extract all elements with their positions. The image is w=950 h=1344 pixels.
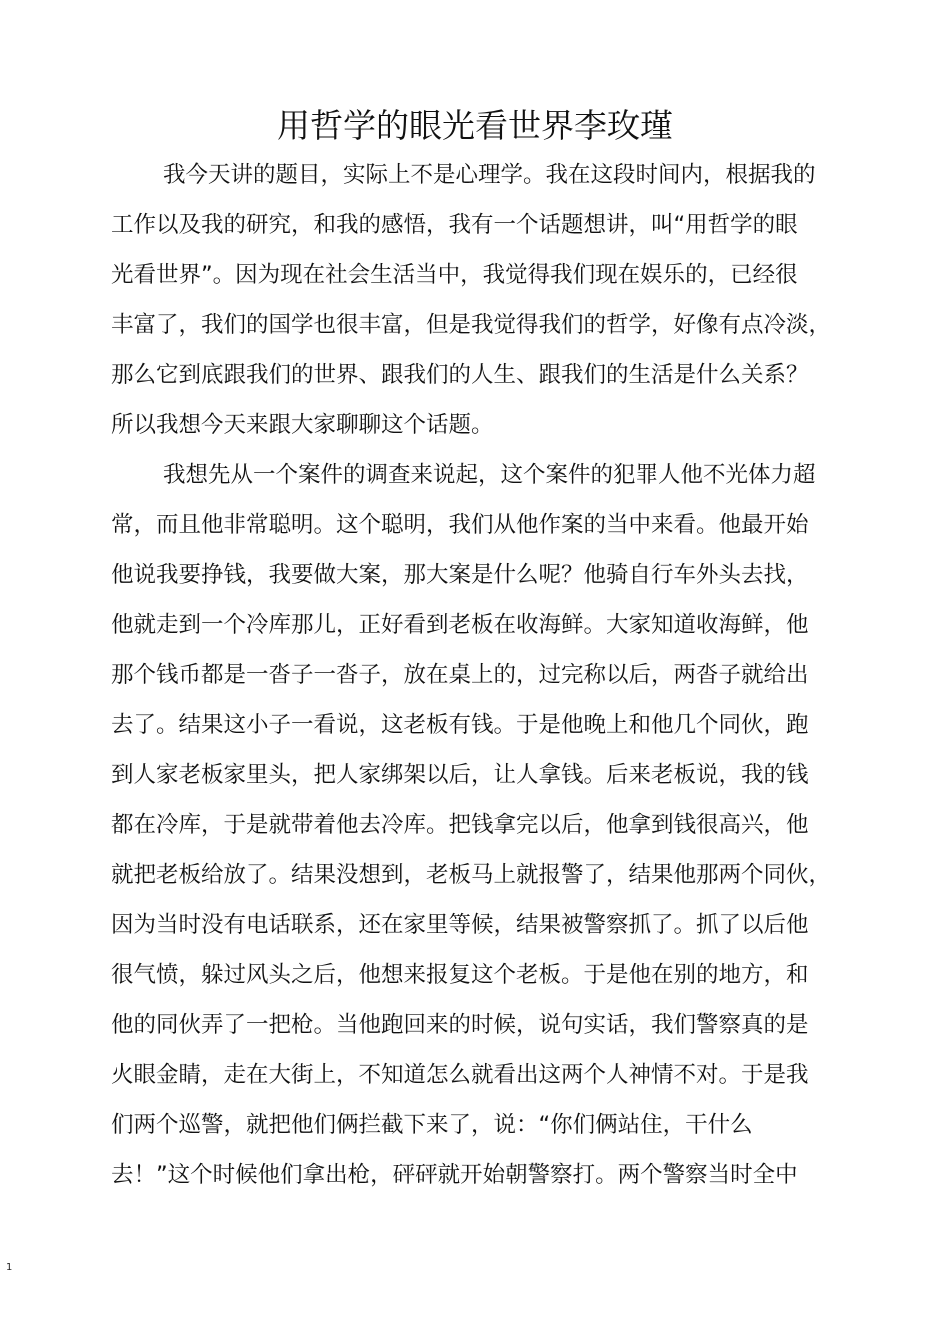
text-line: 我今天讲的题目，实际上不是心理学。我在这段时间内，根据我的 <box>163 162 816 188</box>
paragraph-1 <box>111 150 851 450</box>
text-line: 那个钱币都是一沓子一沓子，放在桌上的，过完称以后，两沓子就给出 <box>111 662 809 688</box>
text-line: 他的同伙弄了一把枪。当他跑回来的时候，说句实话，我们警察真的是 <box>111 1012 809 1038</box>
text-line: 丰富了，我们的国学也很丰富，但是我觉得我们的哲学，好像有点冷淡， <box>111 312 832 338</box>
text-line: 我想先从一个案件的调查来说起，这个案件的犯罪人他不光体力超 <box>163 462 816 488</box>
text-line: 他说我要挣钱，我要做大案，那大案是什么呢？他骑自行车外头去找， <box>111 562 809 588</box>
text-line: 都在冷库，于是就带着他去冷库。把钱拿完以后，他拿到钱很高兴，他 <box>111 812 809 838</box>
text-line: 很气愤，躲过风头之后，他想来报复这个老板。于是他在别的地方，和 <box>111 962 809 988</box>
text-line: 就把老板给放了。结果没想到，老板马上就报警了，结果他那两个同伙， <box>111 862 832 888</box>
text-line: 到人家老板家里头，把人家绑架以后，让人拿钱。后来老板说，我的钱 <box>111 762 809 788</box>
paragraph-2 <box>111 450 851 1200</box>
text-line: 那么它到底跟我们的世界、跟我们的人生、跟我们的生活是什么关系？ <box>111 362 809 388</box>
text-line: 去！”这个时候他们拿出枪，砰砰就开始朝警察打。两个警察当时全中 <box>111 1162 798 1188</box>
text-line: 光看世界”。因为现在社会生活当中，我觉得我们现在娱乐的，已经很 <box>111 262 798 288</box>
text-line: 他就走到一个冷库那儿，正好看到老板在收海鲜。大家知道收海鲜，他 <box>111 612 809 638</box>
text-line: 火眼金睛，走在大街上，不知道怎么就看出这两个人神情不对。于是我 <box>111 1062 809 1088</box>
document-title: 用哲学的眼光看世界李玫瑾 <box>277 106 673 145</box>
text-line: 工作以及我的研究，和我的感悟，我有一个话题想讲，叫“用哲学的眼 <box>111 212 798 238</box>
text-line: 因为当时没有电话联系，还在家里等候，结果被警察抓了。抓了以后他 <box>111 912 809 938</box>
text-line: 们两个巡警，就把他们俩拦截下来了，说：“你们俩站住，干什么 <box>111 1112 753 1138</box>
text-line: 去了。结果这小子一看说，这老板有钱。于是他晚上和他几个同伙，跑 <box>111 712 809 738</box>
document-body <box>111 150 851 1200</box>
page-number: 1 <box>6 1262 13 1273</box>
text-line: 常，而且他非常聪明。这个聪明，我们从他作案的当中来看。他最开始 <box>111 512 809 538</box>
text-line: 所以我想今天来跟大家聊聊这个话题。 <box>111 412 494 438</box>
